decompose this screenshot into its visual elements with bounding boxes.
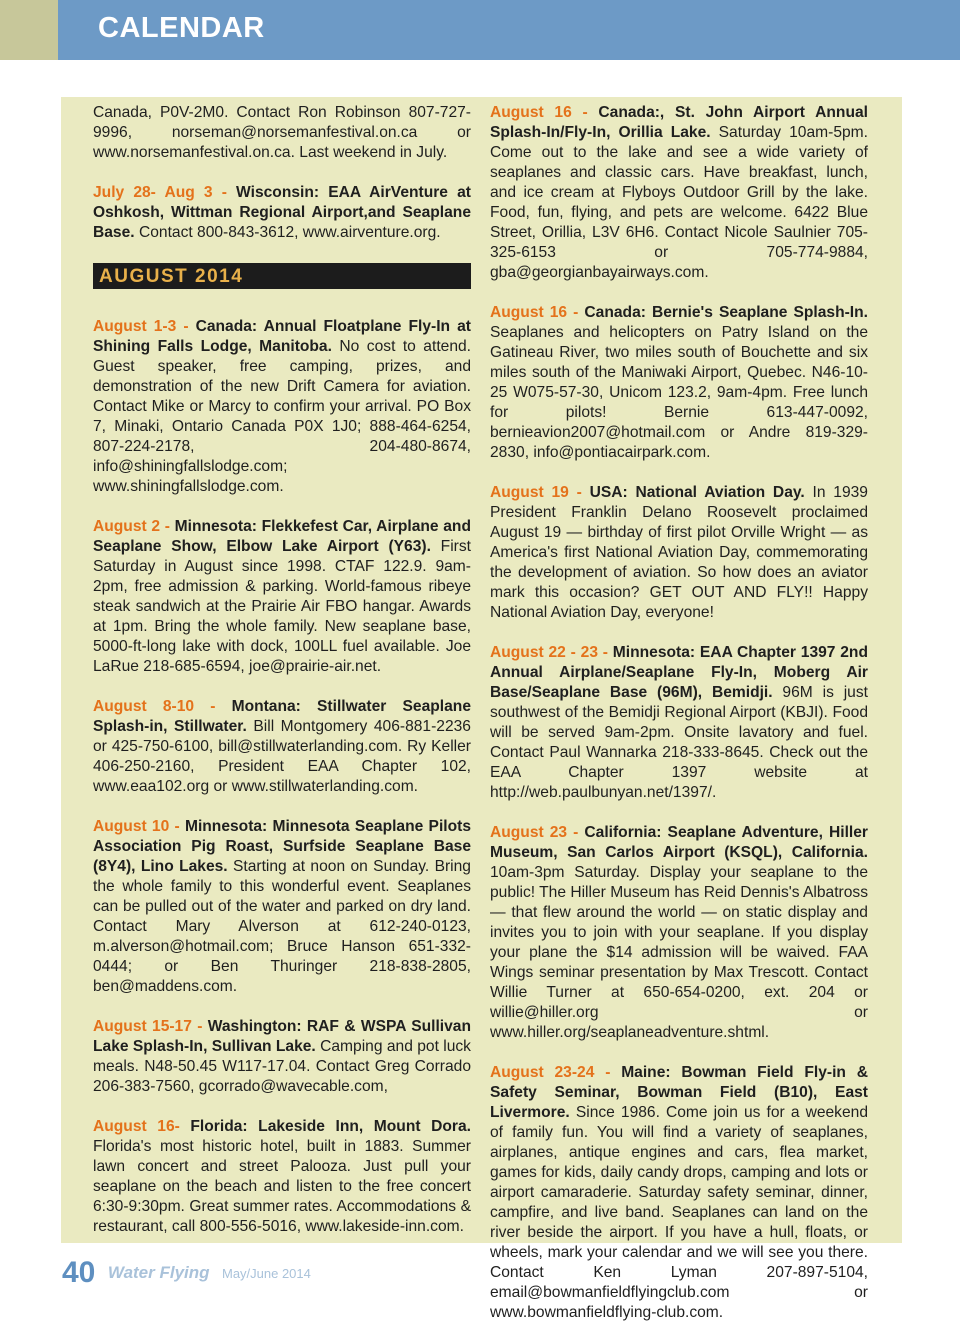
event-details: In 1939 President Franklin Delano Roosevelt proclaimed August 19 — birthday of first pilot Orville Wright — as America's first National Aviation Day, commemorating the development of aviation. So how does an aviator mark this occasion? GET OUT AND FLY!! Happy National Aviation Day, everyone! [490, 484, 868, 621]
page-number: 40 [62, 1256, 96, 1289]
event-details: Canada, P0V-2M0. Contact Ron Robinson 807-727-9996, norseman@norsemanfestival.on.ca or www.norsemanfestival.on.ca. Last weekend in July. [93, 104, 471, 161]
event-title: Minnesota: Minnesota Seaplane Pilots Association Pig Roast, Surfside Seaplane Base (8Y4), Lino Lakes. [93, 818, 471, 875]
event-title: Florida: Lakeside Inn, Mount Dora. [190, 1118, 471, 1135]
page-title: CALENDAR [98, 12, 265, 44]
left-column [93, 103, 471, 1257]
event-details: Camping and pot luck meals. N48-50.45 W117-17.04. Contact Greg Corrado 206-383-7560, gcorrado@wavecable.com, [93, 1038, 471, 1095]
event-date: August 16- [93, 1118, 191, 1135]
event-date: August 10 - [93, 818, 185, 835]
event-details: Florida's most historic hotel, built in 1883. Summer lawn concert and street Palooza. Just pull your seaplane on the beach and listen to the free concert 6:30-9:30pm. Great summer rates. Accommodations & restaurant, call 800-556-5016, www.lakeside-inn.com. [93, 1138, 471, 1235]
header-band [0, 0, 960, 60]
event-date: August 22 - 23 - [490, 644, 613, 661]
event-date: August 23 - [490, 824, 585, 841]
page-footer [62, 1256, 311, 1296]
event-title: Washington: RAF & WSPA Sullivan Lake Splash-In, Sullivan Lake. [93, 1018, 472, 1055]
event-title: Canada: Annual Floatplane Fly-In at Shining Falls Lodge, Manitoba. [93, 318, 471, 355]
event-title: USA: National Aviation Day. [589, 484, 805, 501]
left-entries-after [93, 317, 471, 1237]
event-details: No cost to attend. Guest speaker, free camping, prizes, and demonstration of the new Drift Camera for aviation. Contact Mike or Marcy to confirm your arrival. PO Box 7, Minaki, Ontario Canada P0X 1J0; 888-464-6254, 807-224-2178, 204-480-8674, info@shiningfallslodge.com; www.shiningfallslodge.com. [93, 338, 471, 495]
event-date: July 28- Aug 3 - [93, 184, 237, 201]
event-title: Canada:, St. John Airport Annual Splash-In/Fly-In, Orillia Lake. [490, 104, 868, 141]
event-title: Canada: Bernie's Seaplane Splash-In. [584, 304, 868, 321]
right-entries [490, 103, 868, 1323]
right-column [490, 103, 868, 1343]
event-details: Contact 800-843-3612, www.airventure.org. [134, 224, 441, 241]
event-date: August 8-10 - [93, 698, 232, 715]
section-heading: AUGUST 2014 [93, 263, 471, 289]
left-entries-before [93, 103, 471, 243]
event-date: August 16 - [490, 104, 599, 121]
event-title: California: Seaplane Adventure, Hiller Museum, San Carlos Airport (KSQL), California. [490, 824, 868, 861]
event-title: Maine: Bowman Field Fly-in & Safety Seminar, Bowman Field (B10), East Livermore. [490, 1064, 868, 1121]
event-date: August 1-3 - [93, 318, 196, 335]
event-details: 96M is just southwest of the Bemidji Regional Airport (KBJI). Food will be served 9am-2pm. Onsite lavatory and fuel. Contact Paul Wannarka 218-333-8645. Check out the EAA Chapter 1397 website at http://web.paulbunyan.net/1397/. [490, 684, 868, 801]
calendar-entry [490, 823, 868, 1043]
event-date: August 19 - [490, 484, 590, 501]
event-details: First Saturday in August since 1998. CTAF 122.9. 9am-2pm, free admission & parking. World-famous ribeye steak sandwich at the Prairie Air FBO hangar. Awards at 1pm. Bring the whole family. New seaplane base, 5000-ft-long lake with dock, 100LL fuel available. Joe LaRue 218-685-6594, joe@prairie-air.net. [93, 538, 471, 675]
event-title: Minnesota: EAA Chapter 1397 2nd Annual Airplane/Seaplane Fly-In, Moberg Air Base/Seaplane Base (96M), Bemidji. [490, 644, 868, 701]
issue-date: May/June 2014 [221, 1265, 311, 1281]
calendar-entry [93, 183, 471, 243]
calendar-entry [490, 103, 868, 283]
calendar-entry [93, 697, 471, 797]
calendar-entry [490, 303, 868, 463]
event-date: August 15-17 - [93, 1018, 208, 1035]
event-details: 10am-3pm Saturday. Display your seaplane to the public! The Hiller Museum has Reid Dennis's Albatross — that flew around the world — on static display and invites you to join with your seaplane. If you display your plane the $14 admission will be waived. FAA Wings seminar presentation by Max Trescott. Contact Willie Turner at 650-654-0200, ext. 204 or willie@hiller.org or www.hiller.org/seaplaneadventure.shtml. [490, 864, 868, 1041]
calendar-entry [93, 817, 471, 997]
event-details: Starting at noon on Sunday. Bring the whole family to this wonderful event. Seaplanes can be pulled out of the water and parked on dry land. Contact Mary Alverson at 612-240-0123, m.alverson@hotmail.com; Bruce Hanson 651-332-0444; or Ben Thuringer 218-838-2805, ben@maddens.com. [93, 858, 471, 995]
calendar-entry [93, 1017, 471, 1097]
event-details: Seaplanes and helicopters on Patry Island on the Gatineau River, two miles south of Bouchette and six miles south of the Maniwaki Airport, Quebec. N46-10-25 W075-57-30, Unicom 123.2, 9am-4pm. Free lunch for pilots! Bernie 613-447-0092, bernieavion2007@hotmail.com or Andre 819-329-2830, info@pontiacairpark.com. [490, 324, 868, 461]
event-date: August 23-24 - [490, 1064, 622, 1081]
calendar-entry [93, 517, 471, 677]
event-details: Since 1986. Come join us for a weekend of family fun. You will find a variety of seaplanes, airplanes, antique engines and cars, flea market, games for kids, daily candy drops, camping and lots or airport camaraderie. Saturday safety seminar, dinner, campfire, and live band. Seaplanes can land on the river beside the airport. If you have a hull, floats, or wheels, mark your calendar and we will see you there. Contact Ken Lyman 207-897-5104, email@bowmanfieldflyingclub.com or www.bowmanfieldflying-club.com. [490, 1104, 868, 1321]
event-title: Wisconsin: EAA AirVenture at Oshkosh, Wittman Regional Airport,and Seaplane Base. [93, 184, 471, 241]
calendar-entry [490, 643, 868, 803]
calendar-entry [490, 483, 868, 623]
event-title: Minnesota: Flekkefest Car, Airplane and Seaplane Show, Elbow Lake Airport (Y63). [93, 518, 471, 555]
event-date: August 16 - [490, 304, 585, 321]
calendar-entry [490, 1063, 868, 1323]
event-title: Montana: Stillwater Seaplane Splash-in, Stillwater. [93, 698, 471, 735]
calendar-entry [93, 317, 471, 497]
event-details: Saturday 10am-5pm. Come out to the lake and see a wide variety of seaplanes and classic cars. Have breakfast, lunch, and ice cream at Flyboys Outdoor Grill by the lake. Food, fun, flying, and pets are welcome. 6422 Blue Street, Orillia, L3V 6H6. Contact Nicole Saulnier 705-325-6153 or 705-774-9884, gba@georgianbayairways.com. [490, 124, 868, 281]
header-accent-block [0, 0, 58, 60]
calendar-entry [93, 103, 471, 163]
calendar-entry [93, 1117, 471, 1237]
event-details: Bill Montgomery 406-881-2236 or 425-750-6100, bill@stillwaterlanding.com. Ry Keller 406-250-2160, President EAA Chapter 102, www.eaa102.org or www.stillwaterlanding.com. [93, 718, 471, 795]
magazine-name: Water Flying [107, 1263, 210, 1282]
event-date: August 2 - [93, 518, 175, 535]
